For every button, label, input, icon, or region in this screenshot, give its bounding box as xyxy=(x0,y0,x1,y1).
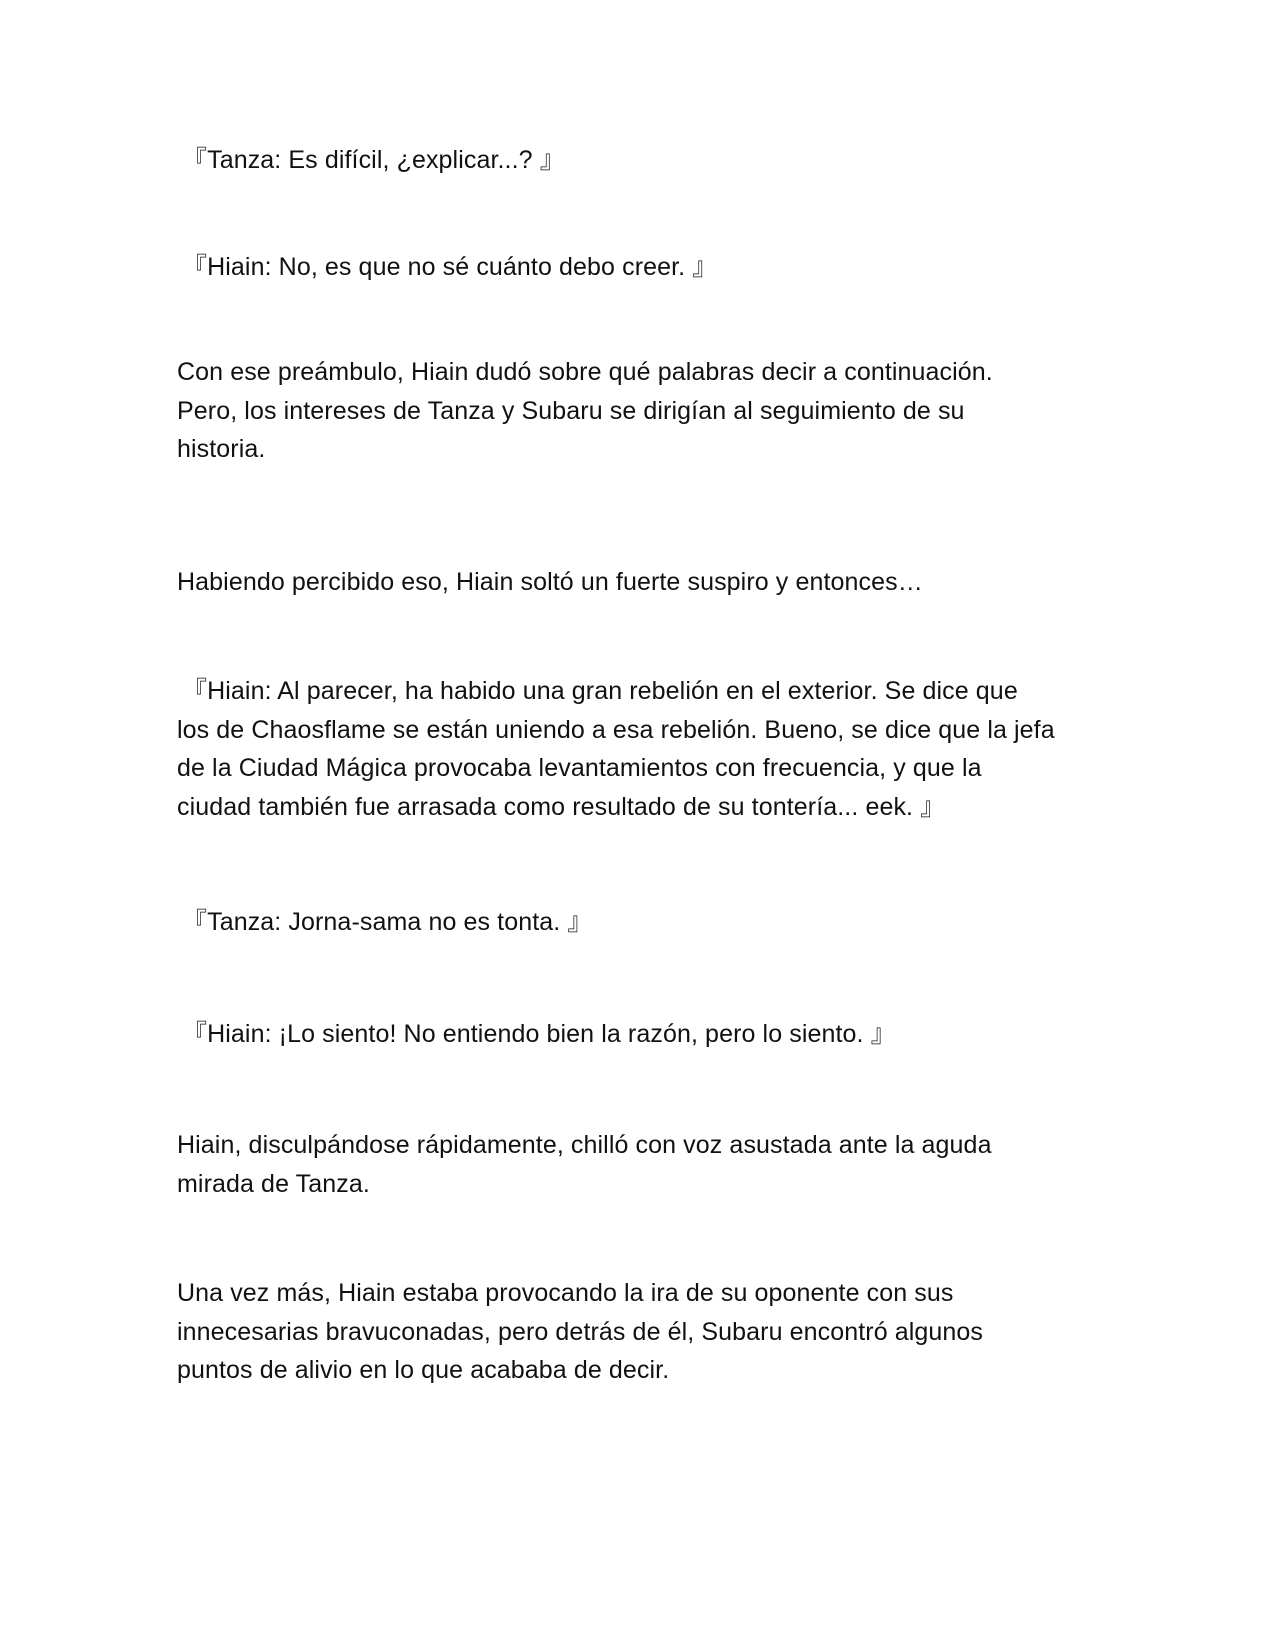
text-line: historia. xyxy=(177,435,266,463)
narration-paragraph xyxy=(177,353,1097,469)
text-line: Hiain, disculpándose rápidamente, chilló con voz asustada ante la aguda xyxy=(177,1131,992,1159)
text-line: Una vez más, Hiain estaba provocando la ira de su oponente con sus xyxy=(177,1279,954,1307)
text-line: 『Hiain: Al parecer, ha habido una gran rebelión en el exterior. Se dice que xyxy=(182,677,1018,705)
text-line: ciudad también fue arrasada como resultado de su tontería... eek. 』 xyxy=(177,792,946,821)
text-line: de la Ciudad Mágica provocaba levantamientos con frecuencia, y que la xyxy=(177,754,982,782)
text-line: Con ese preámbulo, Hiain dudó sobre qué palabras decir a continuación. xyxy=(177,358,993,386)
narration-paragraph xyxy=(177,1126,1097,1203)
narration-paragraph xyxy=(177,563,1097,602)
text-line: innecesarias bravuconadas, pero detrás de él, Subaru encontró algunos xyxy=(177,1317,984,1346)
text-line: puntos de alivio en lo que acababa de decir. xyxy=(177,1356,670,1384)
text-line: los de Chaosflame se están uniendo a esa rebelión. Bueno, se dice que la jefa xyxy=(177,715,1055,744)
dialogue-paragraph xyxy=(182,1015,1102,1054)
dialogue-paragraph xyxy=(182,141,1102,180)
text-line: 『Tanza: Es difícil, ¿explicar...? 』 xyxy=(182,146,565,174)
text-line: mirada de Tanza. xyxy=(177,1169,370,1198)
text-line: 『Hiain: No, es que no sé cuánto debo creer. 』 xyxy=(182,253,718,281)
dialogue-paragraph xyxy=(182,248,1102,287)
narration-paragraph xyxy=(177,1274,1097,1390)
text-line: Pero, los intereses de Tanza y Subaru se dirigían al seguimiento de su xyxy=(177,396,965,425)
text-line: Habiendo percibido eso, Hiain soltó un fuerte suspiro y entonces… xyxy=(177,568,923,596)
text-line: 『Tanza: Jorna-sama no es tonta. 』 xyxy=(182,908,593,936)
dialogue-paragraph xyxy=(177,672,1102,826)
text-line: 『Hiain: ¡Lo siento! No entiendo bien la razón, pero lo siento. 』 xyxy=(182,1020,896,1048)
dialogue-paragraph xyxy=(182,903,1102,942)
